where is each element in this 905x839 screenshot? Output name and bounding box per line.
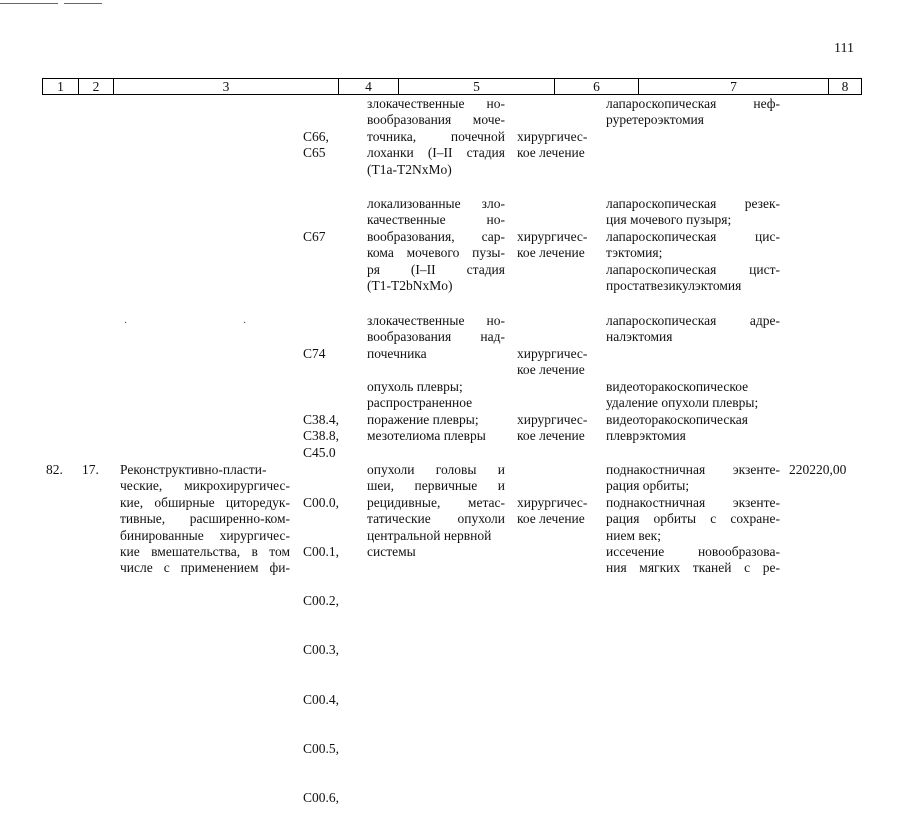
treatment-cell: хирургичес- кое лечение — [517, 345, 588, 378]
code-cell: C67 — [303, 228, 326, 244]
group-number: 17. — [82, 462, 99, 477]
code-cell: C00.0, C00.1, C00.2, C00.3, C00.4, C00.5, C00.6, — [303, 494, 340, 806]
scan-dot: · — [124, 318, 128, 329]
scan-artifact — [0, 3, 58, 4]
header-col-1: 1 — [43, 79, 79, 94]
treatment-cell: хирургичес- кое лечение — [517, 128, 588, 161]
code-cell: C74 — [303, 345, 326, 361]
header-col-4: 4 — [339, 79, 399, 94]
cost-cell: 220220,00 — [789, 462, 847, 477]
diagnosis-cell: опухоль плевры; распространенное поражение плевры; мезотелиома плевры — [367, 379, 486, 444]
diagnosis-cell: злокачественные но- вообразования моче- точника, почечной лоханки (I–II стадия (T1a-T2NxMo) — [367, 96, 505, 177]
header-col-3: 3 — [114, 79, 339, 94]
scan-artifact — [64, 3, 102, 4]
diagnosis-cell: опухоли головы и шеи, первичные и рецидивные, метас- татические опухоли центральной нервной системы — [367, 462, 505, 560]
method-cell: лапароскопическая резек- ция мочевого пузыря; лапароскопическая цис- тэктомия; лапароскопическая цист- простатвезикулэктомия — [606, 196, 780, 294]
method-cell: поднакостничная экзенте- рация орбиты; поднакостничная экзенте- рация орбиты с сохране- нием век; иссечение новообразова- ния мягких тканей с ре- — [606, 462, 780, 576]
page-number: 111 — [834, 41, 854, 56]
intervention-name-cell: Реконструктивно-пласти- ческие, микрохирургичес- кие, обширные циторедук- тивные, расширенно-ком- бинированные хирургичес- кие вмешательства, в том числе с применением фи- — [120, 462, 290, 576]
code-cell: C66, C65 — [303, 128, 329, 161]
treatment-cell: хирургичес- кое лечение — [517, 494, 588, 527]
header-col-8: 8 — [841, 79, 849, 94]
header-col-7: 7 — [639, 79, 829, 94]
table-header-row — [42, 78, 862, 95]
method-cell: видеоторакоскопическое удаление опухоли плевры; видеоторакоскопическая плеврэктомия — [606, 379, 759, 444]
method-cell: лапароскопическая адре- налэктомия — [606, 313, 780, 345]
diagnosis-cell: злокачественные но- вообразования над- почечника — [367, 313, 505, 361]
row-number: 82. — [46, 462, 63, 477]
scan-dot: · — [243, 318, 247, 329]
treatment-cell: хирургичес- кое лечение — [517, 411, 588, 444]
code-cell: C38.4, C38.8, C45.0 — [303, 411, 340, 460]
method-cell: лапароскопическая неф- руретероэктомия — [606, 96, 780, 128]
treatment-cell: хирургичес- кое лечение — [517, 228, 588, 261]
header-col-2: 2 — [79, 79, 114, 94]
diagnosis-cell: локализованные зло- качественные но- вообразования, сар- кома мочевого пузы- ря (I–II стадия (T1-T2bNxMo) — [367, 196, 505, 294]
header-col-5: 5 — [399, 79, 555, 94]
header-col-6: 6 — [555, 79, 639, 94]
